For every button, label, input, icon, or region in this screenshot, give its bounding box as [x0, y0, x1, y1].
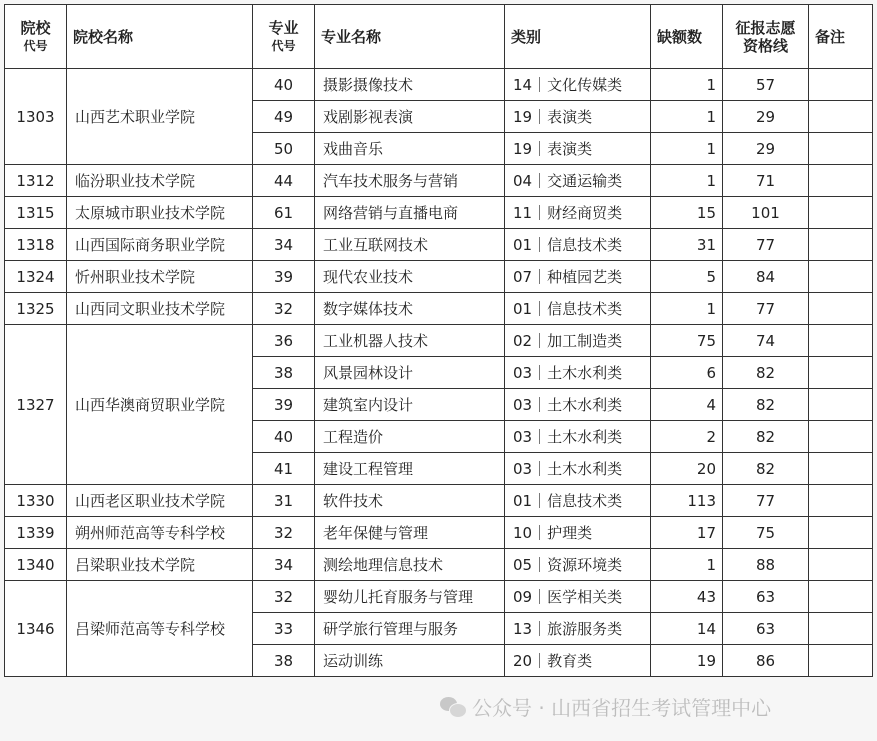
qualification-line: 88: [723, 549, 809, 581]
school-code: 1318: [5, 229, 67, 261]
school-name: 山西国际商务职业学院: [67, 229, 253, 261]
major-category: 01｜信息技术类: [505, 485, 651, 517]
major-code: 34: [253, 229, 315, 261]
school-code: 1325: [5, 293, 67, 325]
qualification-line: 77: [723, 229, 809, 261]
major-category: 11｜财经商贸类: [505, 197, 651, 229]
major-category: 03｜土木水利类: [505, 357, 651, 389]
major-name: 摄影摄像技术: [315, 69, 505, 101]
qualification-line: 77: [723, 485, 809, 517]
header-category: 类别: [505, 5, 651, 69]
major-code: 38: [253, 645, 315, 677]
major-category: 04｜交通运输类: [505, 165, 651, 197]
table-row: [5, 229, 873, 261]
table-row: [5, 165, 873, 197]
major-name: 软件技术: [315, 485, 505, 517]
qualification-line: 29: [723, 101, 809, 133]
qualification-line: 63: [723, 581, 809, 613]
header-row: [5, 5, 873, 69]
major-code: 36: [253, 325, 315, 357]
qualification-line: 82: [723, 453, 809, 485]
major-name: 现代农业技术: [315, 261, 505, 293]
table-row: [5, 261, 873, 293]
wechat-icon: [440, 697, 466, 717]
major-name: 风景园林设计: [315, 357, 505, 389]
school-code: 1330: [5, 485, 67, 517]
remark-cell: [809, 357, 873, 389]
major-name: 汽车技术服务与营销: [315, 165, 505, 197]
major-category: 02｜加工制造类: [505, 325, 651, 357]
remark-cell: [809, 229, 873, 261]
major-code: 31: [253, 485, 315, 517]
remark-cell: [809, 101, 873, 133]
major-name: 工业机器人技术: [315, 325, 505, 357]
vacancy-count: 1: [651, 133, 723, 165]
school-code: 1340: [5, 549, 67, 581]
table-row: [5, 581, 873, 613]
major-category: 03｜土木水利类: [505, 389, 651, 421]
vacancy-count: 1: [651, 69, 723, 101]
major-code: 39: [253, 389, 315, 421]
qualification-line: 77: [723, 293, 809, 325]
school-name: 忻州职业技术学院: [67, 261, 253, 293]
vacancy-count: 14: [651, 613, 723, 645]
major-name: 建筑室内设计: [315, 389, 505, 421]
major-category: 01｜信息技术类: [505, 229, 651, 261]
school-name: 吕梁职业技术学院: [67, 549, 253, 581]
table-row: [5, 549, 873, 581]
major-code: 44: [253, 165, 315, 197]
major-name: 工程造价: [315, 421, 505, 453]
major-category: 09｜医学相关类: [505, 581, 651, 613]
vacancy-count: 1: [651, 549, 723, 581]
school-code: 1339: [5, 517, 67, 549]
vacancy-count: 43: [651, 581, 723, 613]
major-code: 33: [253, 613, 315, 645]
qualification-line: 86: [723, 645, 809, 677]
major-code: 32: [253, 517, 315, 549]
table-body: [5, 69, 873, 677]
qualification-line: 71: [723, 165, 809, 197]
remark-cell: [809, 581, 873, 613]
vacancy-count: 19: [651, 645, 723, 677]
vacancy-count: 15: [651, 197, 723, 229]
header-major-code: 专业 代号: [253, 5, 315, 69]
major-code: 32: [253, 581, 315, 613]
major-name: 运动训练: [315, 645, 505, 677]
major-name: 测绘地理信息技术: [315, 549, 505, 581]
qualification-line: 84: [723, 261, 809, 293]
major-name: 研学旅行管理与服务: [315, 613, 505, 645]
major-code: 49: [253, 101, 315, 133]
qualification-line: 101: [723, 197, 809, 229]
major-name: 老年保健与管理: [315, 517, 505, 549]
major-category: 10｜护理类: [505, 517, 651, 549]
school-name: 山西艺术职业学院: [67, 69, 253, 165]
major-category: 19｜表演类: [505, 133, 651, 165]
qualification-line: 82: [723, 389, 809, 421]
vacancy-count: 4: [651, 389, 723, 421]
major-category: 07｜种植园艺类: [505, 261, 651, 293]
remark-cell: [809, 165, 873, 197]
watermark-text: 公众号 · 山西省招生考试管理中心: [472, 696, 772, 720]
major-name: 工业互联网技术: [315, 229, 505, 261]
school-name: 太原城市职业技术学院: [67, 197, 253, 229]
remark-cell: [809, 645, 873, 677]
remark-cell: [809, 261, 873, 293]
school-code: 1315: [5, 197, 67, 229]
header-school-code: 院校 代号: [5, 5, 67, 69]
header-qualification-line: 征报志愿 资格线: [723, 5, 809, 69]
major-code: 38: [253, 357, 315, 389]
school-name: 山西华澳商贸职业学院: [67, 325, 253, 485]
school-name: 朔州师范高等专科学校: [67, 517, 253, 549]
major-category: 20｜教育类: [505, 645, 651, 677]
table-row: [5, 293, 873, 325]
vacancy-count: 17: [651, 517, 723, 549]
major-name: 戏剧影视表演: [315, 101, 505, 133]
qualification-line: 82: [723, 357, 809, 389]
vacancy-count: 1: [651, 165, 723, 197]
vacancy-count: 1: [651, 101, 723, 133]
table-row: [5, 325, 873, 357]
qualification-line: 82: [723, 421, 809, 453]
major-code: 39: [253, 261, 315, 293]
school-code: 1303: [5, 69, 67, 165]
qualification-line: 75: [723, 517, 809, 549]
remark-cell: [809, 69, 873, 101]
major-code: 50: [253, 133, 315, 165]
table-row: [5, 197, 873, 229]
remark-cell: [809, 325, 873, 357]
qualification-line: 63: [723, 613, 809, 645]
remark-cell: [809, 389, 873, 421]
major-category: 05｜资源环境类: [505, 549, 651, 581]
remark-cell: [809, 421, 873, 453]
header-major-name: 专业名称: [315, 5, 505, 69]
major-code: 41: [253, 453, 315, 485]
major-code: 34: [253, 549, 315, 581]
school-code: 1327: [5, 325, 67, 485]
major-code: 61: [253, 197, 315, 229]
major-category: 19｜表演类: [505, 101, 651, 133]
vacancy-count: 113: [651, 485, 723, 517]
table-row: [5, 485, 873, 517]
qualification-line: 57: [723, 69, 809, 101]
school-name: 临汾职业技术学院: [67, 165, 253, 197]
vacancy-count: 5: [651, 261, 723, 293]
major-name: 数字媒体技术: [315, 293, 505, 325]
school-name: 吕梁师范高等专科学校: [67, 581, 253, 677]
major-name: 婴幼儿托育服务与管理: [315, 581, 505, 613]
admission-table: [4, 4, 873, 677]
school-code: 1324: [5, 261, 67, 293]
school-name: 山西老区职业技术学院: [67, 485, 253, 517]
remark-cell: [809, 549, 873, 581]
header-school-name: 院校名称: [67, 5, 253, 69]
header-vacancies: 缺额数: [651, 5, 723, 69]
remark-cell: [809, 453, 873, 485]
vacancy-count: 6: [651, 357, 723, 389]
major-name: 建设工程管理: [315, 453, 505, 485]
major-category: 01｜信息技术类: [505, 293, 651, 325]
school-name: 山西同文职业技术学院: [67, 293, 253, 325]
major-category: 13｜旅游服务类: [505, 613, 651, 645]
vacancy-count: 1: [651, 293, 723, 325]
vacancy-count: 75: [651, 325, 723, 357]
table-row: [5, 69, 873, 101]
major-code: 32: [253, 293, 315, 325]
major-name: 网络营销与直播电商: [315, 197, 505, 229]
remark-cell: [809, 293, 873, 325]
remark-cell: [809, 613, 873, 645]
school-code: 1346: [5, 581, 67, 677]
remark-cell: [809, 197, 873, 229]
remark-cell: [809, 485, 873, 517]
major-category: 14｜文化传媒类: [505, 69, 651, 101]
vacancy-count: 2: [651, 421, 723, 453]
vacancy-count: 31: [651, 229, 723, 261]
table-row: [5, 517, 873, 549]
major-code: 40: [253, 421, 315, 453]
header-remark: 备注: [809, 5, 873, 69]
major-name: 戏曲音乐: [315, 133, 505, 165]
school-code: 1312: [5, 165, 67, 197]
watermark: [440, 692, 771, 721]
vacancy-count: 20: [651, 453, 723, 485]
qualification-line: 29: [723, 133, 809, 165]
major-category: 03｜土木水利类: [505, 421, 651, 453]
qualification-line: 74: [723, 325, 809, 357]
remark-cell: [809, 133, 873, 165]
major-category: 03｜土木水利类: [505, 453, 651, 485]
major-code: 40: [253, 69, 315, 101]
remark-cell: [809, 517, 873, 549]
